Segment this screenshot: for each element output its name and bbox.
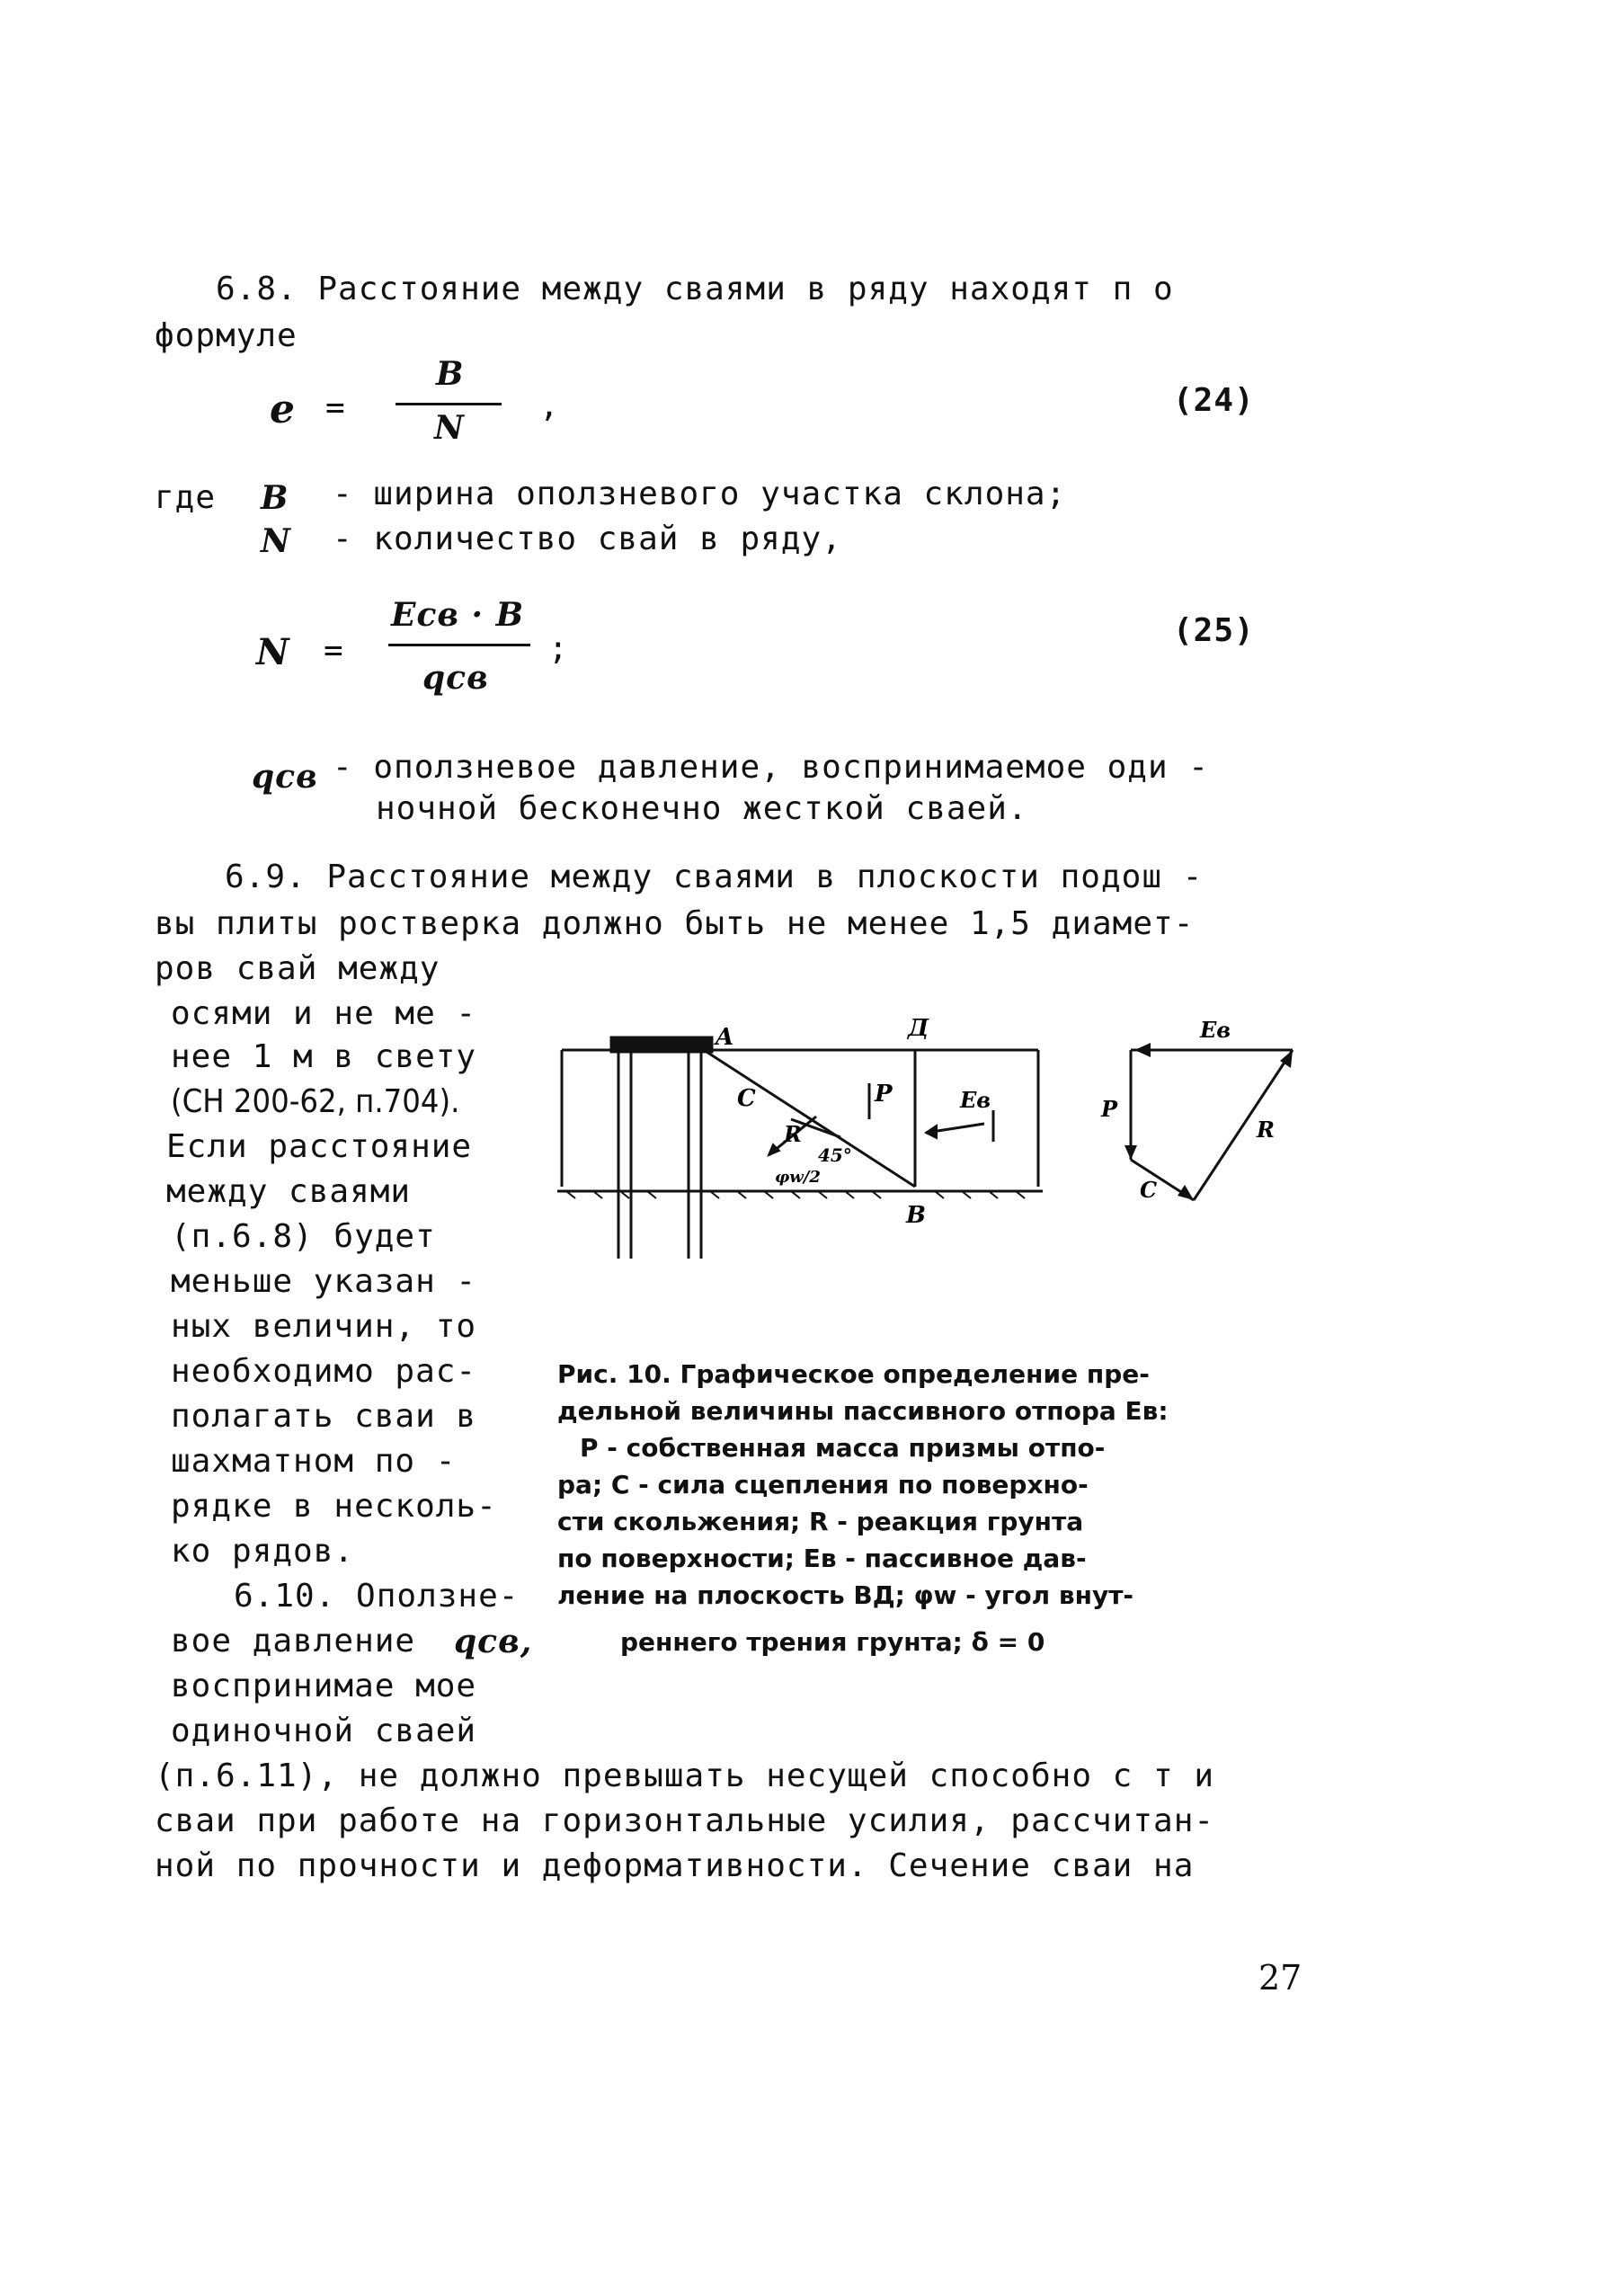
- caption-line8: реннего трения грунта; δ = 0: [620, 1627, 1045, 1657]
- eq25-equals: =: [324, 632, 344, 669]
- eq25-semicolon: ;: [548, 630, 569, 667]
- eq24-label: (24): [1173, 382, 1255, 419]
- triangle-label-p: P: [1101, 1096, 1118, 1122]
- eq25-lhs: N: [256, 631, 290, 673]
- fig-label-a: A: [716, 1024, 734, 1051]
- fig-label-phi: φw/2: [775, 1168, 821, 1187]
- triangle-label-e: Eв: [1200, 1017, 1231, 1043]
- section-6-9-line6: (СН 200-62, п.704).: [171, 1083, 460, 1120]
- eq25-denominator: qсв: [422, 659, 489, 697]
- section-6-9-line10: меньше указан -: [171, 1263, 477, 1300]
- section-6-8-line1: 6.8. Расстояние между сваями в ряду находят п о: [216, 271, 1174, 307]
- eq24-comma: ,: [539, 387, 560, 424]
- qcb-definition-line2: ночной бесконечно жесткой сваей.: [376, 790, 1028, 827]
- caption-line2: дельной величины пассивного отпора Eв:: [557, 1396, 1169, 1426]
- fig-label-c: C: [737, 1085, 756, 1112]
- where-symbol-b: B: [261, 479, 289, 517]
- fig-label-p: P: [875, 1081, 893, 1108]
- eq25-label: (25): [1173, 612, 1255, 649]
- section-6-9-line4: осями и не ме -: [171, 995, 477, 1032]
- section-6-10-line5: (п.6.11), не должно превышать несущей способно с т и: [155, 1758, 1215, 1794]
- section-6-8-line2: формуле: [155, 317, 298, 354]
- caption-line6: по поверхности; Eв - пассивное дав-: [557, 1544, 1087, 1573]
- eq24-fraction-bar: [396, 403, 502, 405]
- where-word: где: [155, 479, 217, 516]
- eq24-equals: =: [325, 389, 346, 426]
- section-6-10-line1: 6.10. Оползне-: [234, 1578, 520, 1615]
- where-symbol-n: N: [261, 522, 291, 560]
- eq25-numerator: Eсв · B: [391, 596, 525, 634]
- eq24-lhs: e: [270, 387, 296, 432]
- eq24-denominator: N: [434, 409, 465, 447]
- section-6-9-line2: вы плиты ростверка должно быть не менее 1,5 диамет-: [155, 905, 1195, 942]
- section-6-10-symbol: qсв,: [454, 1623, 533, 1660]
- section-6-9-line15: рядке в несколь-: [171, 1488, 497, 1525]
- qcb-definition-line1: - оползневое давление, воспринимаемое оди -: [333, 749, 1209, 786]
- section-6-9-line11: ных величин, то: [171, 1308, 477, 1345]
- section-6-9-line3: ров свай между: [155, 950, 440, 987]
- caption-line7: ление на плоскость ВД; φw - угол внут-: [557, 1580, 1134, 1610]
- fig-label-d: Д: [908, 1015, 929, 1042]
- eq25-fraction-bar: [388, 644, 530, 646]
- fig-label-angle: 45°: [818, 1144, 852, 1166]
- fig-label-r: R: [784, 1121, 802, 1147]
- section-6-10-line6: сваи при работе на горизонтальные усилия, рассчитан-: [155, 1802, 1215, 1839]
- triangle-label-c: C: [1140, 1177, 1158, 1203]
- eq24-numerator: B: [436, 355, 465, 393]
- page-number: 27: [1258, 1958, 1302, 1998]
- figure-10-diagram: [530, 998, 1321, 1295]
- section-6-9-line7: Если расстояние: [166, 1128, 473, 1165]
- section-6-10-line2: вое давление: [171, 1623, 416, 1660]
- section-6-9-line14: шахматном по -: [171, 1443, 457, 1480]
- section-6-9-line1: 6.9. Расстояние между сваями в плоскости подош -: [225, 859, 1204, 895]
- qcb-symbol: qсв: [252, 758, 318, 796]
- caption-line4: ра; C - сила сцепления по поверхно-: [557, 1470, 1089, 1500]
- where-definition-b: - ширина оползневого участка склона;: [333, 476, 1067, 512]
- triangle-label-r: R: [1257, 1117, 1275, 1143]
- caption-line1: Рис. 10. Графическое определение пре-: [557, 1359, 1150, 1389]
- section-6-9-line16: ко рядов.: [171, 1533, 355, 1570]
- where-definition-n: - количество свай в ряду,: [333, 521, 842, 557]
- caption-line5: сти скольжения; R - реакция грунта: [557, 1507, 1084, 1536]
- section-6-9-line9: (п.6.8) будет: [171, 1218, 436, 1255]
- fig-label-b: B: [906, 1202, 926, 1229]
- section-6-9-line12: необходимо рас-: [171, 1353, 477, 1390]
- section-6-10-line4: одиночной сваей: [171, 1713, 477, 1749]
- section-6-9-line8: между сваями: [166, 1173, 412, 1210]
- fig-label-e: Eв: [960, 1087, 991, 1113]
- section-6-9-line5: нее 1 м в свету: [171, 1038, 477, 1075]
- section-6-10-line7: ной по прочности и деформативности. Сечение сваи на: [155, 1847, 1195, 1884]
- section-6-9-line13: полагать сваи в: [171, 1398, 477, 1435]
- caption-line3: P - собственная масса призмы отпо-: [580, 1433, 1106, 1463]
- section-6-10-line3: воспринимае мое: [171, 1668, 477, 1704]
